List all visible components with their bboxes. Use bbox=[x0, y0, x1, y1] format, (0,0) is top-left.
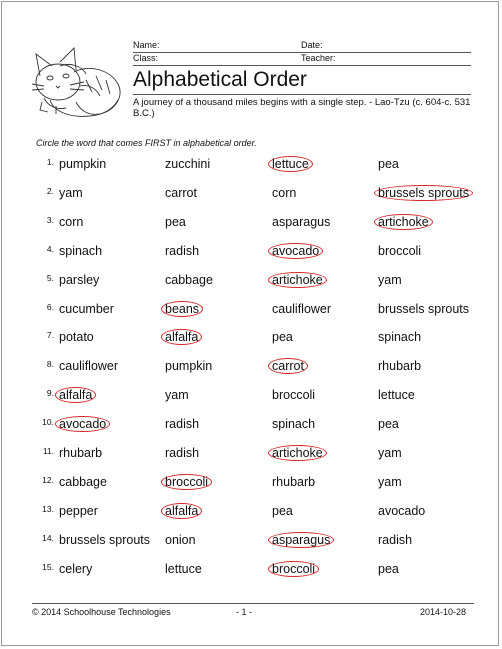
title-divider bbox=[133, 94, 471, 95]
word-choice[interactable]: pea bbox=[378, 561, 399, 576]
word-choice[interactable]: rhubarb bbox=[272, 474, 316, 489]
word-choice-circled[interactable]: lettuce bbox=[268, 156, 313, 172]
word-choice[interactable]: pumpkin bbox=[165, 359, 213, 374]
exercise-row bbox=[2, 355, 502, 375]
exercise-number: 13. bbox=[42, 503, 54, 514]
word-choice[interactable]: brussels sprouts bbox=[378, 301, 470, 316]
exercise-number: 5. bbox=[46, 272, 54, 283]
instructions: Circle the word that comes FIRST in alphabetical order. bbox=[36, 138, 257, 148]
word-choice[interactable]: radish bbox=[165, 446, 200, 460]
exercise-number: 9. bbox=[46, 388, 54, 399]
word-choice[interactable]: pea bbox=[272, 330, 293, 345]
word-choice[interactable]: pea bbox=[165, 214, 186, 229]
word-choice[interactable]: cabbage bbox=[59, 474, 107, 489]
word-choice[interactable]: rhubarb bbox=[378, 359, 422, 374]
word-choice-circled[interactable]: carrot bbox=[268, 358, 308, 374]
exercise-row bbox=[2, 471, 502, 491]
word-choice[interactable]: cabbage bbox=[165, 272, 213, 287]
class-teacher-line[interactable] bbox=[133, 52, 471, 66]
worksheet-page bbox=[1, 1, 499, 646]
word-choice[interactable]: corn bbox=[59, 214, 84, 229]
exercise-number: 8. bbox=[46, 359, 54, 370]
word-choice[interactable]: carrot bbox=[165, 185, 197, 200]
word-choice[interactable]: zucchini bbox=[165, 157, 211, 171]
word-choice[interactable]: pea bbox=[272, 503, 293, 518]
footer-divider bbox=[32, 603, 474, 604]
exercise-row bbox=[2, 500, 502, 520]
word-choice[interactable]: yam bbox=[59, 185, 83, 200]
exercise-number: 10. bbox=[42, 417, 54, 428]
word-choice[interactable]: lettuce bbox=[165, 561, 202, 576]
exercise-number: 2. bbox=[46, 185, 54, 196]
date-label: Date: bbox=[301, 40, 323, 50]
exercise-row bbox=[2, 269, 502, 289]
word-choice[interactable]: asparagus bbox=[272, 214, 331, 229]
word-choice[interactable]: broccoli bbox=[378, 243, 422, 258]
word-choice-circled[interactable]: artichoke bbox=[374, 214, 433, 230]
word-choice[interactable]: yam bbox=[378, 446, 402, 460]
word-choice[interactable]: parsley bbox=[59, 272, 100, 287]
word-choice-circled[interactable]: avocado bbox=[55, 416, 110, 432]
word-choice-circled[interactable]: alfalfa bbox=[161, 329, 202, 345]
name-date-line[interactable] bbox=[133, 39, 471, 53]
exercise-number: 6. bbox=[46, 301, 54, 312]
word-choice-circled[interactable]: brussels sprouts bbox=[374, 185, 473, 201]
exercise-row bbox=[2, 384, 502, 404]
word-choice[interactable]: pea bbox=[378, 157, 399, 171]
exercise-number: 12. bbox=[42, 474, 54, 485]
word-choice[interactable]: cucumber bbox=[59, 301, 114, 316]
word-choice[interactable]: potato bbox=[59, 330, 94, 345]
word-choice[interactable]: corn bbox=[272, 185, 297, 200]
word-choice[interactable]: spinach bbox=[59, 243, 103, 258]
exercise-number: 1. bbox=[46, 157, 54, 167]
exercise-row bbox=[2, 529, 502, 549]
word-choice-circled[interactable]: broccoli bbox=[268, 561, 319, 577]
exercise-number: 7. bbox=[46, 330, 54, 341]
word-choice[interactable]: yam bbox=[165, 388, 189, 403]
word-choice[interactable]: spinach bbox=[378, 330, 422, 345]
word-choice-circled[interactable]: alfalfa bbox=[161, 503, 202, 519]
exercise-number: 15. bbox=[42, 561, 54, 572]
word-choice-circled[interactable]: alfalfa bbox=[55, 387, 96, 403]
word-choice-circled[interactable]: artichoke bbox=[268, 272, 327, 288]
word-choice[interactable]: pumpkin bbox=[59, 157, 107, 171]
exercise-number: 3. bbox=[46, 214, 54, 225]
word-choice-circled[interactable]: artichoke bbox=[268, 445, 327, 461]
exercise-row bbox=[2, 240, 502, 260]
name-label: Name: bbox=[133, 40, 160, 50]
word-choice-circled[interactable]: avocado bbox=[268, 243, 323, 259]
word-choice[interactable]: radish bbox=[378, 532, 413, 547]
word-choice[interactable]: rhubarb bbox=[59, 446, 103, 460]
word-choice[interactable]: pea bbox=[378, 417, 399, 432]
word-choice[interactable]: brussels sprouts bbox=[59, 532, 151, 547]
page-title: Alphabetical Order bbox=[133, 68, 307, 91]
word-choice[interactable]: yam bbox=[378, 272, 402, 287]
exercise-row bbox=[2, 153, 502, 173]
exercise-number: 11. bbox=[42, 446, 54, 456]
word-choice[interactable]: pepper bbox=[59, 503, 98, 518]
word-choice[interactable]: spinach bbox=[272, 417, 316, 432]
exercise-row bbox=[2, 558, 502, 578]
word-choice[interactable]: lettuce bbox=[378, 388, 415, 403]
exercise-row bbox=[2, 211, 502, 231]
word-choice[interactable]: yam bbox=[378, 474, 402, 489]
teacher-label: Teacher: bbox=[301, 53, 336, 63]
word-choice-circled[interactable]: beans bbox=[161, 301, 203, 317]
class-label: Class: bbox=[133, 53, 159, 63]
exercise-row bbox=[2, 326, 502, 346]
footer-page-number: - 1 - bbox=[236, 607, 253, 617]
word-choice[interactable]: onion bbox=[165, 532, 196, 547]
word-choice[interactable]: cauliflower bbox=[272, 301, 332, 316]
word-choice[interactable]: radish bbox=[165, 417, 200, 432]
word-choice[interactable]: cauliflower bbox=[59, 359, 119, 374]
word-choice-circled[interactable]: asparagus bbox=[268, 532, 334, 548]
exercise-number: 14. bbox=[42, 532, 54, 543]
exercise-row bbox=[2, 182, 502, 202]
word-choice[interactable]: broccoli bbox=[272, 388, 316, 403]
word-choice-circled[interactable]: broccoli bbox=[161, 474, 212, 490]
exercise-number: 4. bbox=[46, 243, 54, 254]
quote-text: A journey of a thousand miles begins with a single step. - Lao-Tzu (c. 604-c. 531 B.C.) bbox=[133, 97, 471, 119]
exercise-row bbox=[2, 298, 502, 318]
footer-date: 2014-10-28 bbox=[420, 607, 467, 617]
word-choice[interactable]: avocado bbox=[378, 503, 426, 518]
cat-illustration bbox=[30, 36, 126, 122]
footer-copyright: © 2014 Schoolhouse Technologies bbox=[32, 607, 171, 617]
word-choice[interactable]: celery bbox=[59, 561, 93, 576]
exercise-row bbox=[2, 413, 502, 433]
exercise-row bbox=[2, 442, 502, 462]
word-choice[interactable]: radish bbox=[165, 243, 200, 258]
